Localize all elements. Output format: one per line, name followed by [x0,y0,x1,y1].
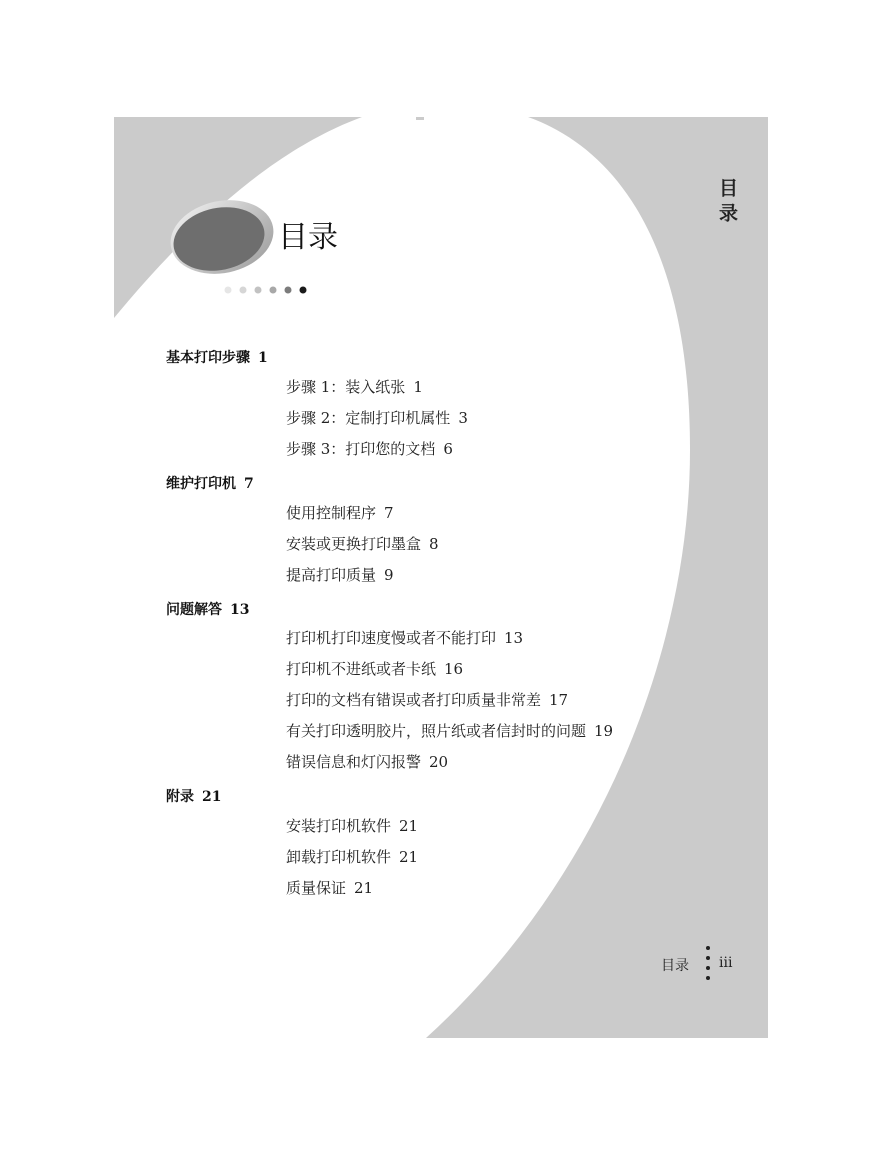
toc-item[interactable] [286,564,394,585]
toc-item[interactable] [286,407,468,428]
item-title: 安装或更换打印墨盒 [286,535,422,553]
item-page: 21 [399,848,419,866]
item-title: 步骤 3：打印您的文档 [286,440,436,458]
toc-section-basic-printing[interactable] [166,347,268,367]
item-title: 卸载打印机软件 [286,848,392,866]
item-page: 21 [354,879,374,897]
toc-item[interactable] [286,720,613,741]
section-title: 维护打印机 [166,476,236,492]
toc-item[interactable] [286,627,523,648]
item-page: 13 [504,629,524,647]
toc-item[interactable] [286,533,439,554]
item-title: 使用控制程序 [286,504,377,522]
toc-item[interactable] [286,877,373,898]
section-title: 基本打印步骤 [166,350,250,366]
item-title: 打印的文档有错误或者打印质量非常差 [286,691,542,709]
item-title: 打印机不进纸或者卡纸 [286,660,437,678]
item-page: 17 [549,691,569,709]
item-page: 6 [443,440,453,458]
item-title: 错误信息和灯闪报警 [286,753,422,771]
toc-item[interactable] [286,846,418,867]
item-title: 步骤 1：装入纸张 [286,378,406,396]
toc-item[interactable] [286,689,568,710]
toc-item[interactable] [286,502,394,523]
toc-item[interactable] [286,376,423,397]
toc-section-troubleshooting[interactable] [166,599,249,619]
toc-item[interactable] [286,438,453,459]
right-gray-panel [426,117,768,1038]
item-title: 安装打印机软件 [286,817,392,835]
item-title: 提高打印质量 [286,566,377,584]
item-page: 9 [384,566,394,584]
item-page: 20 [429,753,449,771]
section-page: 21 [202,789,222,805]
section-page: 13 [230,602,250,618]
item-title: 步骤 2：定制打印机属性 [286,409,451,427]
item-title: 有关打印透明胶片，照片纸或者信封时的问题 [286,722,587,740]
footer-page-number: iii [719,955,733,971]
item-page: 8 [429,535,439,553]
toc-section-appendix[interactable] [166,786,221,806]
section-title: 附录 [166,789,194,805]
top-gray-tick [416,117,424,120]
page-title: 目录 [278,220,338,255]
item-page: 7 [384,504,394,522]
item-page: 19 [594,722,614,740]
footer-label: 目录 [661,958,689,974]
item-title: 打印机打印速度慢或者不能打印 [286,629,497,647]
side-tab-title: 目录 [716,178,738,228]
item-title: 质量保证 [286,879,347,897]
toc-item[interactable] [286,751,448,772]
item-page: 1 [413,378,423,396]
item-page: 3 [458,409,468,427]
section-title: 问题解答 [166,602,222,618]
toc-item[interactable] [286,815,418,836]
toc-item[interactable] [286,658,463,679]
section-page: 7 [244,476,254,492]
dot-row [225,287,307,294]
section-page: 1 [258,350,268,366]
item-page: 21 [399,817,419,835]
toc-section-maintain-printer[interactable] [166,473,254,493]
item-page: 16 [444,660,464,678]
